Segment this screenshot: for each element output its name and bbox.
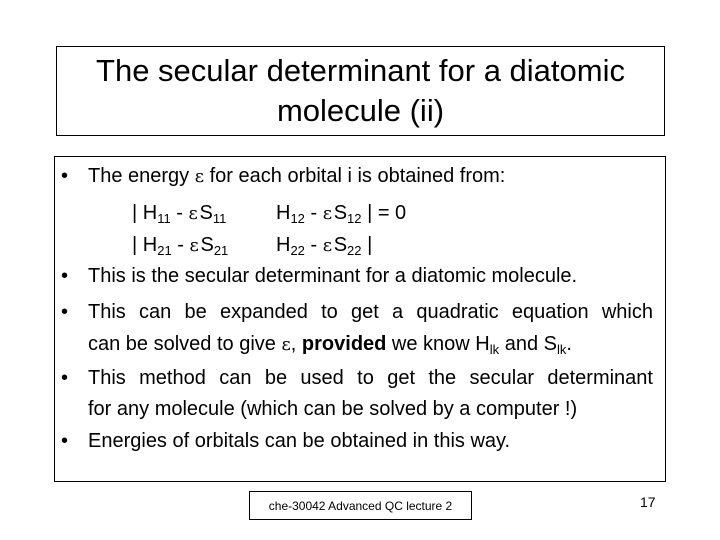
determinant-row-1: | $H_{11}$ - ε $S_{11}$ [132,202,227,226]
bullet-quadratic-line-1: This can be expanded to get a quadratic equation which [88,301,653,323]
determinant-row-2: | $H_{21}$ - ε $S_{21}$ [132,234,229,258]
epsilon-symbol: ε [194,166,205,187]
slide-title [56,46,665,136]
bullet-marker: • [61,265,69,287]
bullet-marker: • [61,301,69,323]
bullet-quadratic-line-2: can be solved to give ε, provided we know $H_{lk}$ and $S_{lk}$. [88,333,572,357]
content-box [54,156,666,482]
determinant-row-2-col-2: $H_{22}$ - ε $S_{22}$ | [276,234,373,258]
bullet-method-line-2: for any molecule (which can be solved by a computer !) [88,398,578,420]
bullet-energy: The energy ε for each orbital i is obtained from: [88,165,506,187]
bullet-method-line-1: This method can be used to get the secular determinant [88,367,653,389]
footer-course-label: che-30042 Advanced QC lecture 2 [249,491,472,520]
bullet-energies: Energies of orbitals can be obtained in this way. [88,430,511,452]
bullet-secular-determinant: This is the secular determinant for a diatomic molecule. [88,265,578,287]
page-number: 17 [640,494,656,510]
slide-title-line-2: molecule (ii) [276,93,445,128]
slide-title-line-1: The secular determinant for a diatomic [96,53,625,88]
bullet-marker: • [61,165,69,187]
determinant-row-1-col-2: $H_{12}$ - ε $S_{12}$ | = 0 [276,202,407,226]
bullet-marker: • [61,430,69,452]
bullet-marker: • [61,367,69,389]
